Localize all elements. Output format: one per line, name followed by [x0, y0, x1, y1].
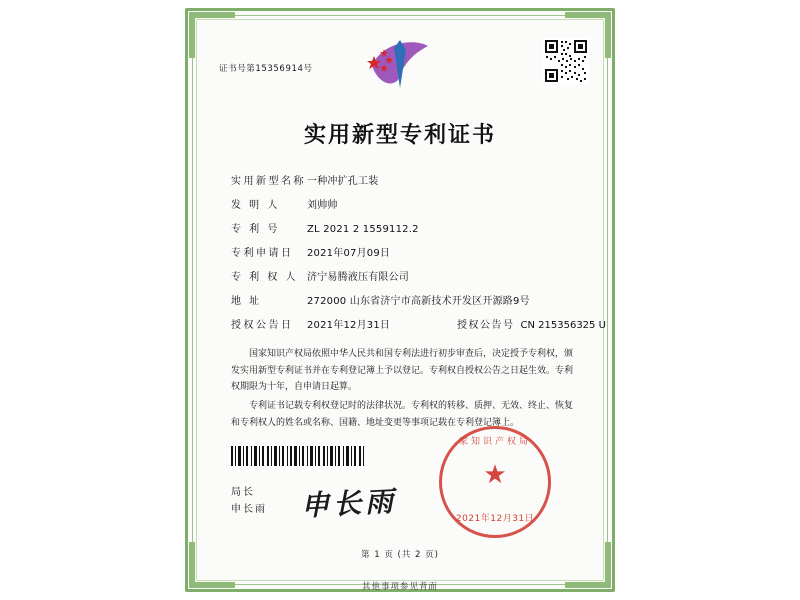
- field-row: [231, 223, 581, 236]
- seal-star-icon: ★: [483, 460, 507, 491]
- certificate-header: [205, 26, 595, 104]
- seal-date: 2021年12月31日: [455, 514, 535, 524]
- field-value-patentee: 济宁易腾液压有限公司: [307, 272, 409, 283]
- field-row: [231, 271, 581, 284]
- footnote: 其他事项参见背面: [361, 582, 438, 592]
- field-value-utility-model-name: 一种冲扩孔工装: [307, 176, 379, 187]
- field-value-patent-number: ZL 2021 2 1559112.2: [307, 224, 419, 235]
- signature-role: 局长: [231, 487, 255, 498]
- patent-certificate: [185, 8, 615, 592]
- paragraph-legal-status: 专利证书记载专利权登记时的法律状况。专利权的转移、质押、无效、终止、恢复和专利权人的姓名或名称、国籍、地址变更等事项记载在专利登记簿上。: [231, 400, 574, 428]
- field-value-address: 272000 山东省济宁市高新技术开发区开源路9号: [307, 296, 530, 307]
- field-value-grant-number: CN 215356325 U: [520, 320, 606, 331]
- field-row: [231, 175, 581, 188]
- handwritten-signature: 申长雨: [300, 484, 398, 523]
- signature-name: 申长雨: [231, 504, 267, 515]
- official-red-seal: [439, 426, 551, 538]
- field-label-inventor: 发 明 人: [231, 200, 280, 211]
- field-value-inventor: 刘帅帅: [307, 200, 338, 211]
- paragraph-grant-statement: 国家知识产权局依照中华人民共和国专利法进行初步审查后，决定授予专利权，颁发实用新型专利证书并在专利登记簿上予以登记。专利权自授权公告之日起生效。专利权期限为十年，自申请日起算。: [231, 349, 574, 393]
- field-label-grant-date: 授权公告日: [231, 320, 294, 331]
- field-label-utility-model-name: 实用新型名称: [231, 176, 306, 187]
- seal-text-top: 家知识产权局: [458, 437, 531, 447]
- signature-block: [231, 484, 267, 518]
- qr-code-icon: [543, 38, 589, 84]
- field-row: [231, 199, 581, 212]
- certificate-title: 实用新型专利证书: [303, 123, 496, 148]
- cnipa-emblem-icon: [364, 36, 436, 94]
- field-row-grant-announcement: [231, 319, 606, 332]
- page-indicator: 第 1 页 (共 2 页): [361, 550, 439, 560]
- field-row: [231, 247, 581, 260]
- certificate-fields: [205, 175, 606, 332]
- field-label-application-date: 专利申请日: [231, 248, 294, 259]
- field-label-patent-number: 专 利 号: [231, 224, 280, 235]
- field-value-application-date: 2021年07月09日: [307, 248, 391, 259]
- certificate-paragraphs: [205, 346, 595, 431]
- field-row: [231, 295, 581, 308]
- field-label-address: 地 址: [231, 296, 262, 307]
- certificate-number: 证书号第15356914号: [219, 64, 313, 74]
- barcode: [231, 446, 367, 466]
- field-label-patentee: 专 利 权 人: [231, 272, 299, 283]
- field-value-grant-date: 2021年12月31日: [307, 320, 391, 331]
- field-label-grant-number: 授权公告号: [457, 320, 515, 331]
- certificate-body: [205, 26, 606, 574]
